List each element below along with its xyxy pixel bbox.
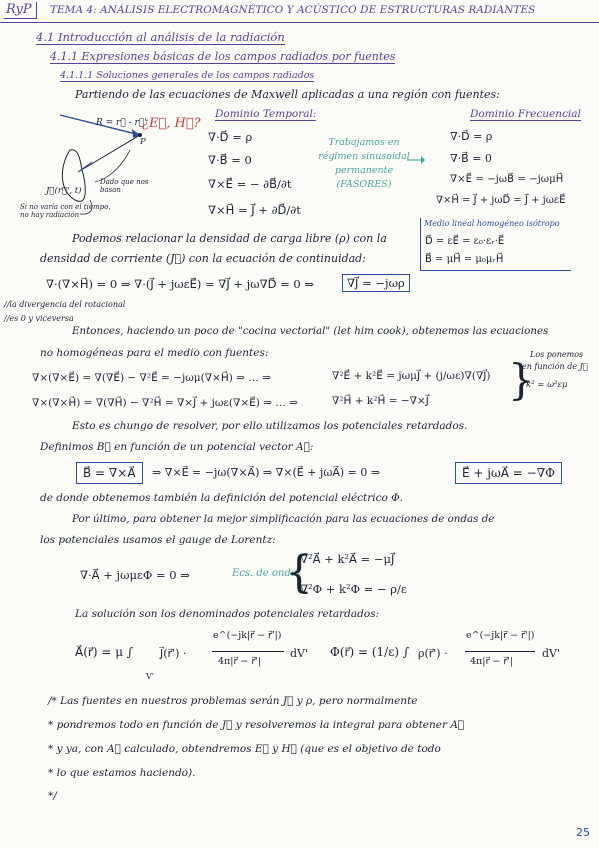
continuity-boxed: ∇J⃗ = −jωρ xyxy=(342,274,410,292)
retarded-p-int: ρ(r⃗') · xyxy=(418,647,448,660)
transition-note: Trabajamos en régimen sinusoidal permanente (FASORES) xyxy=(318,137,410,190)
gauge-wave-1: ∇²A⃗ + k²A⃗ = −μJ⃗ xyxy=(300,552,395,566)
retarded-a-fracline xyxy=(212,651,284,652)
gauge-label: Ecs. de onda: xyxy=(232,568,301,579)
para5-line2: los potenciales usamos el gauge de Lorentz: xyxy=(40,534,276,546)
para3-line1: Esto es chungo de resolver, por ello utilizamos los potenciales retardados. xyxy=(72,420,468,432)
transition-arrow xyxy=(405,140,425,180)
temporal-eq-4: ∇×H⃗ = J⃗ + ∂D⃗/∂t xyxy=(208,203,301,217)
retarded-a-vol: V' xyxy=(146,672,154,681)
gauge-wave-2: ∇²Φ + k²Φ = − ρ/ε xyxy=(300,582,407,596)
retarded-a-den: 4π|r⃗ − r⃗'| xyxy=(218,656,262,667)
medium-eq-1: D⃗ = εE⃗ = ε₀·εᵣ·E⃗ xyxy=(425,236,505,247)
section-4-1: 4.1 Introducción al análisis de la radiación xyxy=(36,30,285,44)
temporal-eq-3: ∇×E⃗ = − ∂B⃗/∂t xyxy=(208,177,292,191)
gauge-brace: { xyxy=(285,547,313,598)
para1-line1: Podemos relacionar la densidad de carga libre (ρ) con la xyxy=(72,232,387,245)
page-number: 25 xyxy=(576,826,590,839)
closing-line-4: * lo que estamos haciendo). xyxy=(48,767,196,779)
side-note-2: //es 0 y viceversa xyxy=(4,314,74,323)
retarded-a-lhs: A⃗(r⃗) = μ ∫ xyxy=(75,645,134,659)
retarded-a-dv: dV' xyxy=(290,647,309,660)
retarded-p-lhs: Φ(r⃗) = (1/ε) ∫ xyxy=(330,645,410,659)
potential-mid: ⇒ ∇×E⃗ = −jω(∇×A⃗) ⇒ ∇×(E⃗ + jωA⃗) = 0 ⇒ xyxy=(152,466,381,479)
header-title: TEMA 4: ANÁLISIS ELECTROMAGNÉTICO Y ACÚSTICO DE ESTRUCTURAS RADIANTES xyxy=(50,4,536,16)
brace-note-1: Los ponemos xyxy=(530,350,584,359)
wave-h-lhs: ∇×(∇×H⃗) = ∇(∇H⃗) − ∇²H⃗ = ∇×J⃗ + jωε(∇×E⃗) ⇒ … ⇒ xyxy=(32,397,298,409)
para1-line2: densidad de corriente (J⃗) con la ecuación de continuidad: xyxy=(40,252,366,265)
section-4-1-1: 4.1.1 Expresiones básicas de los campos radiados por fuentes xyxy=(50,50,396,63)
freq-eq-2: ∇·B⃗ = 0 xyxy=(450,152,492,165)
side-note-1: //la divergencia del rotacional xyxy=(4,300,126,309)
wave-h-rhs: ∇²H⃗ + k²H⃗ = −∇×J⃗ xyxy=(332,395,429,407)
wave-e-rhs: ∇²E⃗ + k²E⃗ = jωμJ⃗ + (j/ωε)∇(∇J⃗) xyxy=(332,370,491,382)
figure-j-label: J⃗(r⃗', t) xyxy=(46,186,82,196)
para4: de donde obtenemos también la definición del potencial eléctrico Φ. xyxy=(40,492,404,504)
domain-temporal-title: Dominio Temporal: xyxy=(215,108,317,120)
gauge-eq: ∇·A⃗ + jωμεΦ = 0 ⇒ xyxy=(80,568,190,582)
continuity-eq: ∇·(∇×H⃗) = 0 ⇒ ∇·(J⃗ + jωεE⃗) = ∇J⃗ + jω∇D⃗ = 0 ⇒ xyxy=(46,277,315,291)
header-rule xyxy=(0,22,599,23)
potential-box-1: B⃗ = ∇×A⃗ xyxy=(76,462,143,484)
potential-box-2: E⃗ + jωA⃗ = −∇Φ xyxy=(455,462,562,484)
header-tag: RyP xyxy=(4,2,37,19)
wave-brace: } xyxy=(508,355,535,404)
retarded-a-int: J⃗(r⃗') · xyxy=(160,647,187,660)
medium-eq-2: B⃗ = μH⃗ = μ₀μᵣH⃗ xyxy=(425,254,504,265)
retarded-p-dv: dV' xyxy=(542,647,561,660)
freq-eq-4: ∇×H⃗ = J⃗ + jωD⃗ = J⃗ + jωεE⃗ xyxy=(436,195,566,206)
figure-note-bottom: Si no varía con el tiempo, no hay radiación xyxy=(20,203,111,219)
closing-line-2: * pondremos todo en función de J⃗ y resolveremos la integral para obtener A⃗ xyxy=(48,719,465,731)
figure-p-label: P xyxy=(140,137,146,147)
closing-line-5: */ xyxy=(48,790,57,802)
retarded-p-num: e^(−jk|r⃗ − r⃗'|) xyxy=(466,630,535,641)
retarded-a-num: e^(−jk|r⃗ − r⃗'|) xyxy=(213,630,282,641)
closing-line-1: /* Las fuentes en nuestros problemas serán J⃗ y ρ, pero normalmente xyxy=(48,695,418,707)
intro-text: Partiendo de las ecuaciones de Maxwell aplicadas a una región con fuentes: xyxy=(75,88,500,101)
wave-e-lhs: ∇×(∇×E⃗) = ∇(∇E⃗) − ∇²E⃗ = −jωμ(∇×H⃗) ⇒ … ⇒ xyxy=(32,372,271,384)
temporal-eq-2: ∇·B⃗ = 0 xyxy=(208,153,252,167)
closing-line-3: * y ya, con A⃗ calculado, obtendremos E⃗ y H⃗ (que es el objetivo de todo xyxy=(48,743,441,755)
para2-line1: Entonces, haciendo un poco de "cocina vectorial" (let him cook), obtenemos las ecuaciones xyxy=(72,325,549,337)
figure-note-right: Dado que nos basan xyxy=(100,178,149,194)
para5-line1: Por último, para obtener la mejor simplificación para las ecuaciones de ondas de xyxy=(72,513,495,525)
brace-note-3: k² = ω²εμ xyxy=(526,380,568,390)
figure-r-label: R = r⃗ - r⃗' xyxy=(96,118,147,128)
para2-line2: no homogéneas para el medio con fuentes: xyxy=(40,347,269,359)
domain-frecuencial-title: Dominio Frecuencial xyxy=(470,108,581,120)
para6: La solución son los denominados potenciales retardados: xyxy=(75,608,380,620)
section-4-1-1-1: 4.1.1.1 Soluciones generales de los campos radiados xyxy=(60,70,315,81)
retarded-p-fracline xyxy=(465,651,535,652)
brace-note-2: en función de J⃗ xyxy=(522,362,588,371)
freq-eq-3: ∇×E⃗ = −jωB⃗ = −jωμH⃗ xyxy=(450,174,564,185)
para3-line2: Definimos B⃗ en función de un potencial vector A⃗: xyxy=(40,441,314,453)
temporal-eq-1: ∇·D⃗ = ρ xyxy=(208,130,253,144)
freq-eq-1: ∇·D⃗ = ρ xyxy=(450,130,493,143)
medium-title: Medio lineal homogéneo isótropo xyxy=(424,219,560,228)
figure-question: ¿E⃗, H⃗? xyxy=(142,116,201,131)
retarded-p-den: 4π|r⃗ − r⃗'| xyxy=(470,656,514,667)
